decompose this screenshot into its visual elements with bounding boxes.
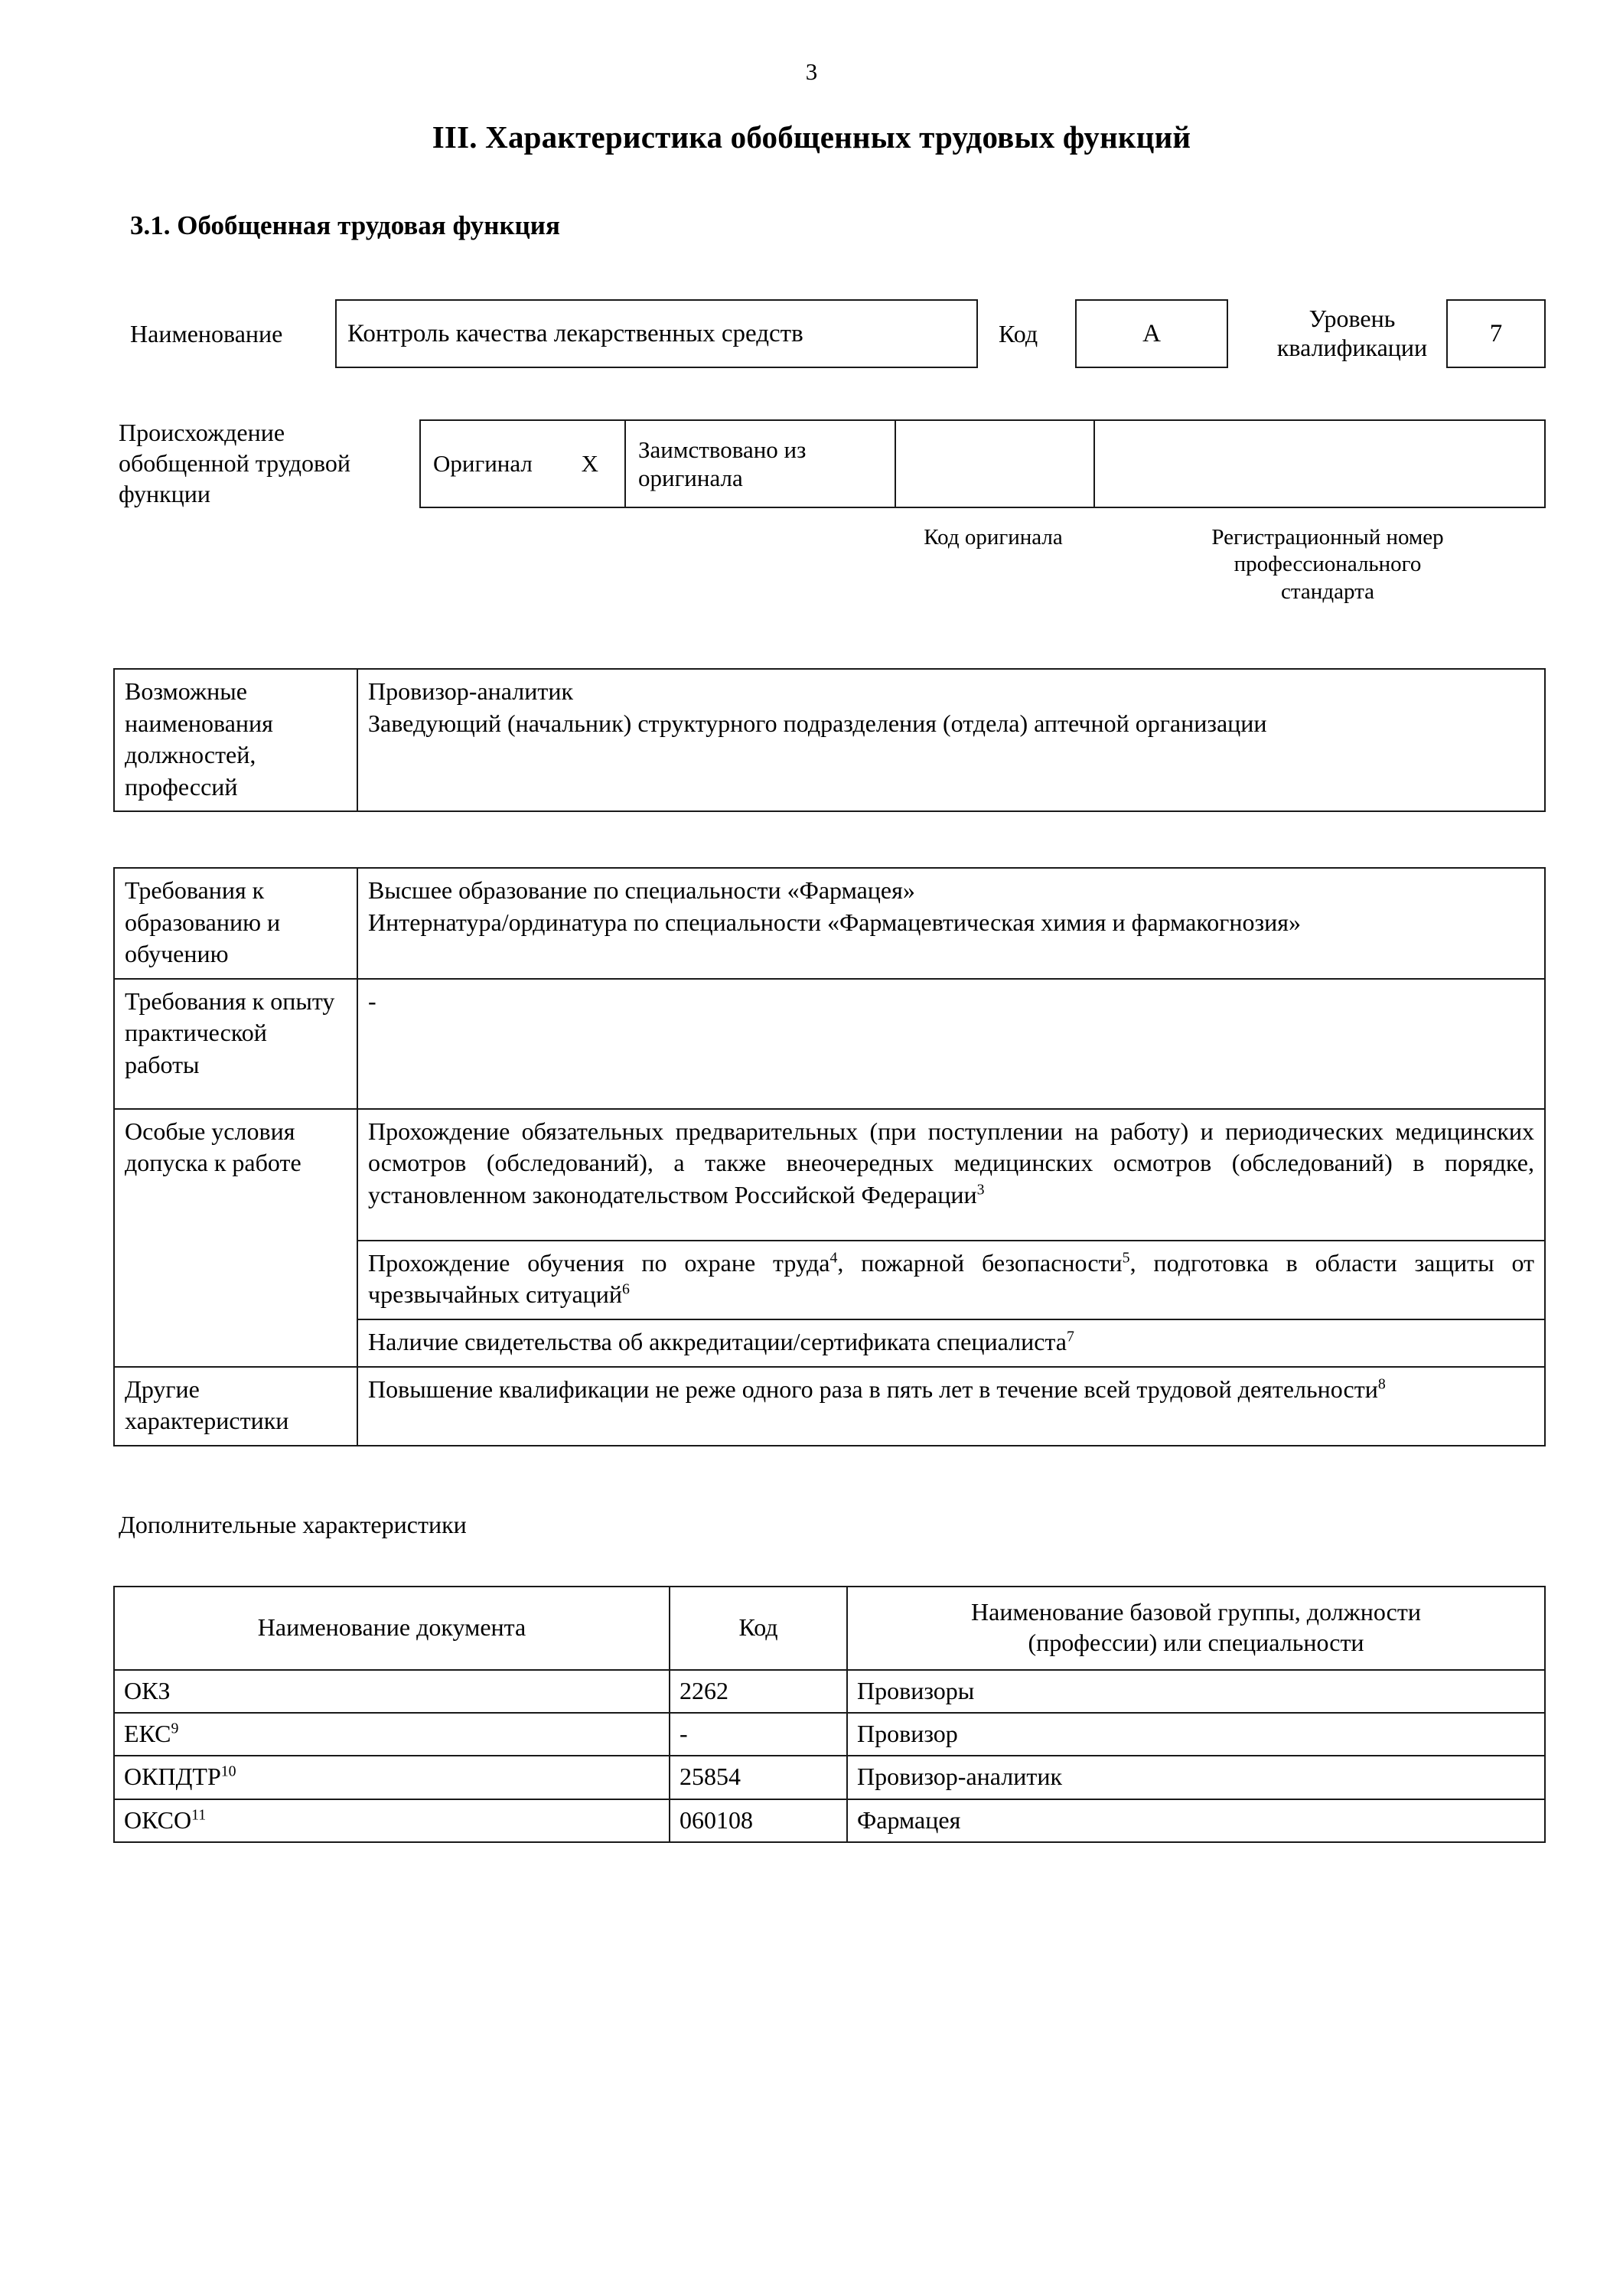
column-header-code: Код <box>670 1587 847 1670</box>
footnote-ref: 9 <box>171 1720 179 1737</box>
origin-block <box>419 419 1546 508</box>
positions-label-line1: Возможные <box>125 677 247 705</box>
additional-characteristics-heading: Дополнительные характеристики <box>119 1511 467 1538</box>
positions-label-line3: должностей, <box>125 741 256 769</box>
table-row <box>114 979 1545 1109</box>
requirement-line-c: , подготовка в области защиты от чрезвычайных ситуаций <box>368 1248 1535 1309</box>
table-row <box>114 1109 1545 1241</box>
caption-registration-number <box>1102 524 1553 605</box>
requirement-line-b: , пожарной безопасности <box>837 1248 1123 1277</box>
requirement-body-admission-1 <box>357 1109 1545 1241</box>
document-name: ОКПДТР <box>124 1763 221 1791</box>
requirement-body-admission-2 <box>357 1241 1545 1319</box>
document-name: ОКСО <box>124 1805 192 1834</box>
origin-label <box>119 417 350 509</box>
cell-code: 25854 <box>670 1756 847 1799</box>
positions-value-cell <box>357 669 1545 811</box>
requirement-label-other <box>114 1367 357 1446</box>
cell-group: Провизор-аналитик <box>847 1756 1545 1799</box>
cell-group: Провизоры <box>847 1670 1545 1713</box>
column-header-group-line1: Наименование базовой группы, должности <box>971 1598 1421 1626</box>
footnote-ref: 3 <box>976 1181 985 1199</box>
qualification-level-label-line2: квалификации <box>1276 333 1428 361</box>
qualification-level-value: 7 <box>1489 319 1503 347</box>
requirement-line: Повышение квалификации не реже одного раза в пять лет в течение всей трудовой деятельности <box>368 1375 1378 1403</box>
table-row <box>114 1670 1545 1713</box>
position-item: Провизор-аналитик <box>368 677 574 705</box>
footnote-ref: 7 <box>1066 1328 1074 1345</box>
cell-code: - <box>670 1713 847 1756</box>
caption-registration-line2: профессионального <box>1234 552 1422 577</box>
footnote-ref: 10 <box>220 1763 236 1780</box>
origin-registration-number-cell[interactable] <box>1095 421 1544 507</box>
cell-code: 060108 <box>670 1799 847 1842</box>
requirement-line-a: Прохождение обучения по охране труда <box>368 1248 830 1277</box>
requirement-label-text: Другие характеристики <box>125 1375 289 1435</box>
code-label: Код <box>999 320 1038 347</box>
requirement-body-education <box>357 868 1545 979</box>
position-item: Заведующий (начальник) структурного подразделения (отдела) аптечной организации <box>368 709 1267 737</box>
requirement-line: Прохождение обязательных предварительных (при поступлении на работу) и периодических медицинских осмотров (обследований), а также внеочередных медицинских осмотров (обследований) в порядке, установленном законодательством Российской Федерации <box>368 1117 1534 1208</box>
column-header-document: Наименование документа <box>114 1587 670 1670</box>
requirement-body-admission-3 <box>357 1319 1545 1367</box>
positions-label-cell <box>114 669 357 811</box>
additional-characteristics-table <box>113 1586 1546 1843</box>
caption-registration-line1: Регистрационный номер <box>1211 525 1444 550</box>
table-row <box>114 669 1545 811</box>
column-header-group-line2: (профессии) или специальности <box>1028 1629 1364 1657</box>
origin-label-line2: обобщенной трудовой <box>119 449 351 477</box>
requirement-label-text: Особые условия допуска к работе <box>125 1117 301 1177</box>
requirement-label-text: Требования к опыту практической работы <box>125 987 335 1078</box>
footnote-ref: 11 <box>191 1805 207 1823</box>
footnote-ref: 6 <box>622 1280 630 1298</box>
requirement-label-text: Требования к образованию и обучению <box>125 876 281 968</box>
general-function-name-field[interactable] <box>335 299 978 368</box>
general-function-name-value: Контроль качества лекарственных средств <box>347 319 803 347</box>
requirement-line: Наличие свидетельства об аккредитации/сертификата специалиста <box>368 1327 1067 1355</box>
origin-borrowed-cell[interactable] <box>626 421 896 507</box>
qualification-level-label-line1: Уровень <box>1309 305 1396 332</box>
requirement-body-other <box>357 1367 1545 1446</box>
requirement-label-experience <box>114 979 357 1109</box>
requirement-line: Высшее образование по специальности «Фармацея» <box>368 876 915 904</box>
positions-label-line2: наименования <box>125 709 273 737</box>
positions-label-line4: профессий <box>125 772 238 801</box>
footnote-ref: 8 <box>1377 1375 1386 1392</box>
document-name: ЕКС <box>124 1719 171 1747</box>
caption-original-code: Код оригинала <box>924 525 1063 550</box>
origin-label-line3: функции <box>119 480 210 507</box>
table-row <box>114 1367 1545 1446</box>
positions-table <box>113 668 1546 812</box>
origin-original-cell[interactable] <box>421 421 626 507</box>
general-function-code-field[interactable] <box>1075 299 1228 368</box>
cell-document <box>114 1756 670 1799</box>
document-name: ОКЗ <box>124 1676 171 1704</box>
column-header-group <box>847 1587 1545 1670</box>
cell-group: Фармацея <box>847 1799 1545 1842</box>
footnote-ref: 4 <box>829 1249 838 1267</box>
qualification-level-label <box>1256 305 1448 363</box>
origin-original-code-cell[interactable] <box>896 421 1095 507</box>
origin-borrowed-label-line1: Заимствовано из <box>638 435 807 463</box>
caption-registration-line3: стандарта <box>1281 579 1374 604</box>
page-title: III. Характеристика обобщенных трудовых функций <box>432 119 1191 155</box>
requirement-label-admission <box>114 1109 357 1367</box>
cell-code: 2262 <box>670 1670 847 1713</box>
origin-label-line1: Происхождение <box>119 419 285 446</box>
name-label: Наименование <box>130 320 283 347</box>
page-number: 3 <box>805 58 818 85</box>
cell-group: Провизор <box>847 1713 1545 1756</box>
requirement-body-experience <box>357 979 1545 1109</box>
cell-document <box>114 1799 670 1842</box>
origin-borrowed-label <box>638 435 806 492</box>
origin-original-mark: X <box>581 450 598 478</box>
table-header-row <box>114 1587 1545 1670</box>
cell-document <box>114 1670 670 1713</box>
requirement-label-education <box>114 868 357 979</box>
origin-borrowed-label-line2: оригинала <box>638 465 743 491</box>
section-title: 3.1. Обобщенная трудовая функция <box>130 210 560 240</box>
table-row <box>114 1799 1545 1842</box>
requirements-table <box>113 867 1546 1446</box>
origin-original-label: Оригинал <box>433 450 533 478</box>
requirement-line: - <box>368 987 376 1015</box>
table-row <box>114 1756 1545 1799</box>
table-row <box>114 868 1545 979</box>
table-row <box>114 1713 1545 1756</box>
general-function-code-value: А <box>1142 319 1161 347</box>
footnote-ref: 5 <box>1122 1249 1130 1267</box>
cell-document <box>114 1713 670 1756</box>
requirement-line: Интернатура/ординатура по специальности «Фармацевтическая химия и фармакогнозия» <box>368 908 1301 936</box>
qualification-level-field[interactable] <box>1446 299 1546 368</box>
